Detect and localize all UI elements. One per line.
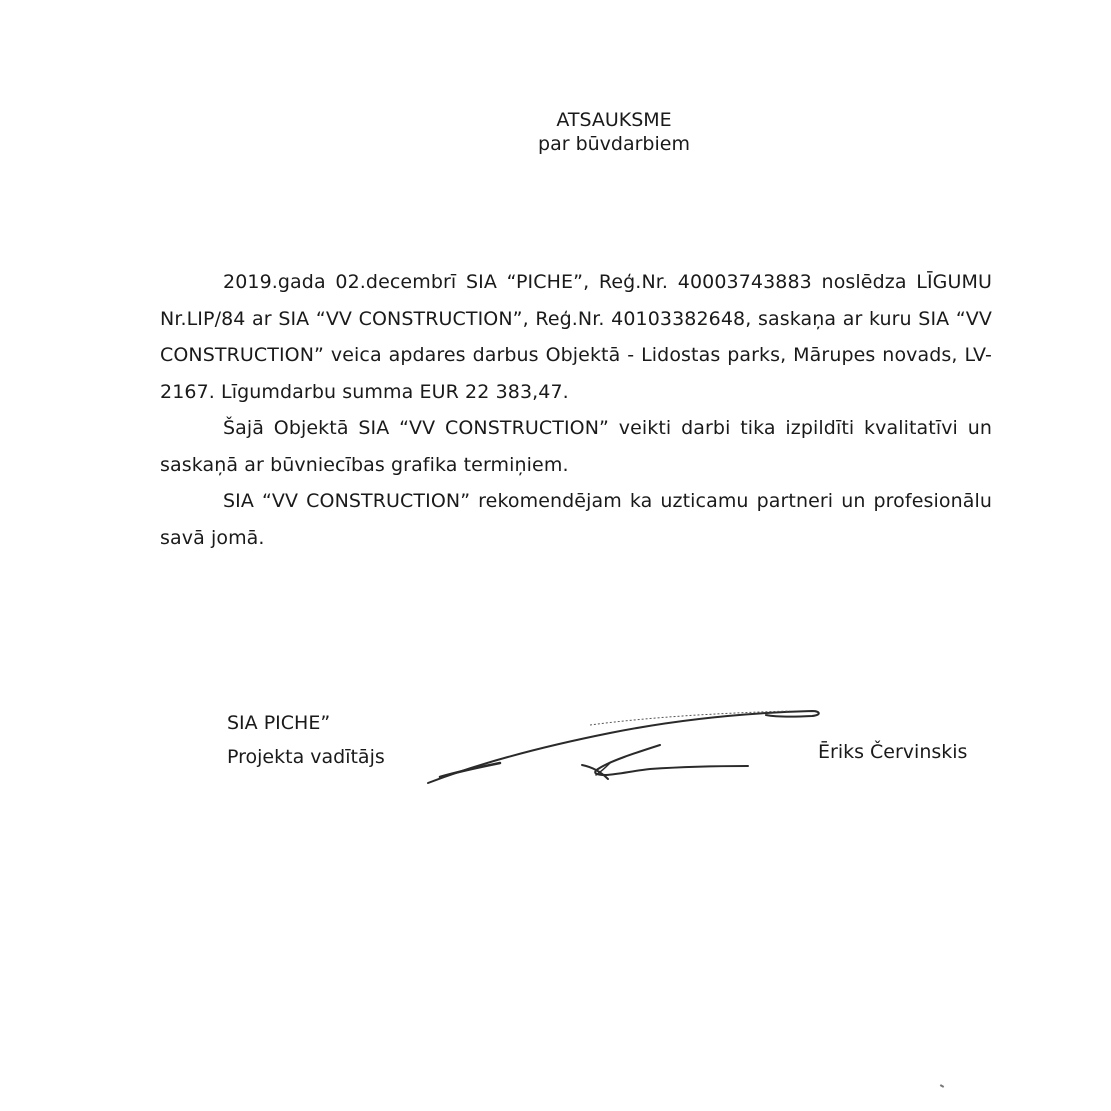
signatory-role: Projekta vadītājs (227, 746, 385, 768)
handwritten-signature (420, 695, 830, 795)
signature-block-left (227, 706, 385, 774)
document-header (0, 108, 1111, 156)
signatory-company: SIA PICHE” (227, 712, 331, 734)
signatory-name: Ēriks Červinskis (818, 741, 968, 763)
document-subtitle: par būvdarbiem (538, 133, 690, 155)
paragraph-quality: Šajā Objektā SIA “VV CONSTRUCTION” veikti darbi tika izpildīti kvalitatīvi un saskaņā ar būvniecības grafika termiņiem. (160, 417, 992, 476)
document-title: ATSAUKSME (556, 109, 672, 131)
document-body (160, 264, 992, 556)
scan-speck (940, 1084, 944, 1088)
paragraph-recommendation: SIA “VV CONSTRUCTION” rekomendējam ka uzticamu partneri un profesionālu savā jomā. (160, 490, 992, 549)
paragraph-contract: 2019.gada 02.decembrī SIA “PICHE”, Reģ.Nr. 40003743883 noslēdza LĪGUMU Nr.LIP/84 ar SIA “VV CONSTRUCTION”, Reģ.Nr. 40103382648, saskaņa ar kuru SIA “VV CONSTRUCTION” veica apdares darbus Objektā - Lidostas parks, Mārupes novads, LV-2167. Līgumdarbu summa EUR 22 383,47. (160, 271, 992, 403)
